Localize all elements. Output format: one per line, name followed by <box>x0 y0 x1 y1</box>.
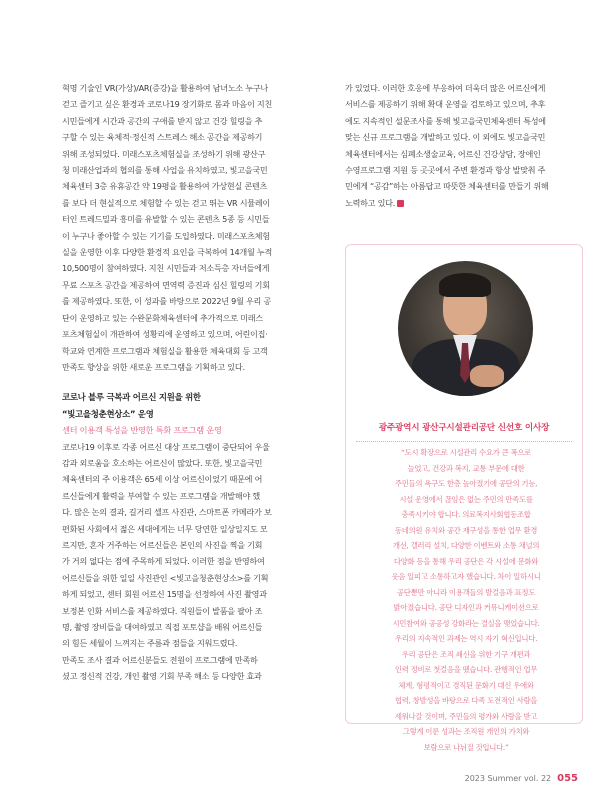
section-subheading: 센터 이용객 특성을 반영한 특화 프로그램 운영 <box>62 425 222 436</box>
quote-line: 다양화 등을 통해 우리 공단은 각 시설에 문화와 <box>393 556 539 566</box>
quote-line: “도시 확장으로 시설관리 수요가 큰 폭으로 <box>401 448 531 457</box>
text-line: 무료 스포츠 공간을 제공하여 면역력 증진과 심신 힐링의 기회 <box>62 279 270 290</box>
text-line: 다. 많은 논의 결과, 길거리 셀프 사진관, 스마트폰 카메라가 보 <box>62 507 272 518</box>
portrait-hair <box>439 273 491 297</box>
quote-line: 늘었고, 건강과 복지, 교통 부문에 대한 <box>407 463 525 473</box>
text-line: 청 미래산업과의 협의를 통해 사업을 유치하였고, 빛고을국민 <box>62 165 268 176</box>
right-column <box>345 80 581 211</box>
quote-text <box>372 445 560 755</box>
issue-label: 2023 Summer vol. 22 <box>464 774 552 783</box>
text-line: 맞는 신규 프로그램을 개발하고 있다. 이 외에도 빛고을국민 <box>345 132 546 143</box>
text-line: 10,500명이 참여하였다. 지친 시민들과 저소득층 자녀들에게 <box>62 263 270 274</box>
quote-line: 밝아졌습니다. 공단 디자인과 커뮤니케이션으로 <box>393 603 539 612</box>
text-line: 수영프로그램 지원 등 곳곳에서 주변 환경과 항상 발맞춰 주 <box>345 165 546 176</box>
quote-line: 그렇게 이룬 성과는 조직원 개인의 가치와 <box>402 727 530 736</box>
text-line: 명, 촬영 장비들을 대여하였고 직접 포토샵을 배워 어르신들 <box>62 622 263 632</box>
text-line: 를 보다 더 현실적으로 체험할 수 있는 걷고 뛰는 VR 시뮬레이 <box>62 197 270 208</box>
text-line: 걷고 즐기고 싶은 환경과 코로나19 장기화로 몸과 마음이 지친 <box>62 99 273 110</box>
quote-line: 인력 정비로 첫걸음을 뗐습니다. 관행적인 업무 <box>394 665 538 674</box>
quote-line: 동네의원 유치와 공간 재구성을 통한 업무 환경 <box>394 525 538 535</box>
quote-line: 주민들의 욕구도 한층 높아졌기에 공단의 기능, <box>394 479 538 488</box>
text-line: 포츠체험실이 개관하여 성황리에 운영하고 있으며, 어린이집· <box>62 329 268 340</box>
text-line: 실을 운영한 이후 다양한 환경적 요인을 극복하여 14개월 누적 <box>62 247 273 258</box>
page-footer <box>465 773 578 784</box>
text-line: 의 힘든 세월이 느껴지는 주름과 점들을 지워드렸다. <box>62 638 238 649</box>
quote-line: 공단뿐만 아니라 이용객들의 발걸음과 표정도 <box>396 587 536 597</box>
quote-line: 보람으로 나뉘질 것입니다.” <box>423 742 509 752</box>
quote-line: 시민참여와 공공성 강화라는 결실을 맺었습니다. <box>392 618 540 628</box>
text-line-end: 노력하고 있다. <box>345 197 396 208</box>
profile-name: 광주광역시 광산구시설관리공단 신선호 이사장 <box>378 423 550 433</box>
text-line: 보정본 인화 서비스를 제공하였다. 직원들이 발품을 팔아 조 <box>62 605 263 616</box>
section-heading-program: “빛고을청춘현상소” 운영 <box>62 408 154 419</box>
text-line: 를 제공하였다. 또한, 이 성과를 바탕으로 2022년 9월 우리 공 <box>62 296 271 307</box>
text-line: 위해 조성되었다. 미래스포츠체험실을 조성하기 위해 광산구 <box>62 148 266 159</box>
text-line: 르신들에게 활력을 부여할 수 있는 프로그램을 개발해야 했 <box>62 490 260 501</box>
text-line: 단이 운영하고 있는 수완문화체육센터에 추가적으로 미래스 <box>62 312 263 323</box>
text-line: 체육센터에서는 심폐소생술교육, 어르신 건강상담, 장애인 <box>345 148 541 159</box>
text-line: 어르신들을 위한 일일 사진관인 <빛고을청춘현상소>를 기획 <box>62 572 269 583</box>
profile-box <box>345 244 583 752</box>
text-line: 가 있었다. 이러한 호응에 부응하여 더욱더 많은 어르신에게 <box>345 83 546 93</box>
text-line: 체육센터 3층 유휴공간 약 19평을 활용하여 가상현실 콘텐츠 <box>62 181 268 192</box>
quote-line: 개선, 갤러리 설치, 다양한 이벤트와 소통 채널의 <box>392 541 540 550</box>
portrait-hand <box>470 365 504 387</box>
text-line: 시민들에게 시간과 공간의 구애를 받지 않고 건강 힐링을 추 <box>62 115 263 126</box>
portrait-photo <box>398 261 533 396</box>
quote-line: 우리의 지속적인 과제는 역시 자기 혁신입니다. <box>394 634 538 643</box>
left-column <box>62 80 294 685</box>
text-line: 감과 외로움을 호소하는 어르신이 많았다. 또한, 빛고을국민 <box>62 457 263 468</box>
text-line: 민에게 “공감”하는 아름답고 따뜻한 체육센터를 만들기 위해 <box>345 181 549 192</box>
text-line: 학교와 연계한 프로그램과 체험실을 활용한 체육대회 등 고객 <box>62 345 268 356</box>
text-line: 구할 수 있는 육체적·정신적 스트레스 해소 공간을 제공하기 <box>62 132 263 143</box>
quote-line: 시설 운영에서 끊임은 없는 주민의 만족도를 <box>399 494 533 504</box>
text-line: 편화된 사회에서 젊은 세대에게는 너무 당연한 일상일지도 모 <box>62 523 268 534</box>
text-line: 이 누구나 좋아할 수 있는 기기를 도입하였다. 미래스포츠체험 <box>62 230 270 241</box>
text-line: 서비스를 제공하기 위해 확대 운영을 검토하고 있으며, 추후 <box>345 99 546 110</box>
section-heading: 코로나 블루 극복과 어르신 지원을 위한 <box>62 392 201 403</box>
page-number: 055 <box>557 773 578 784</box>
text-line: 하게 되었고, 센터 회원 어르신 15명을 선정하여 사진 촬영과 <box>62 589 267 600</box>
text-line: 만족도 향상을 위한 새로운 프로그램을 기획하고 있다. <box>62 361 245 372</box>
quote-line: 충족시키야 합니다. 의료복지사회협동조합 <box>401 510 531 519</box>
quote-line: 세워나갈 것이며, 주민들의 평가와 사랑을 받고 <box>394 711 538 721</box>
quote-line: 협력, 창발성을 바탕으로 다족 도전적인 사람을 <box>394 696 538 705</box>
text-line: 체육센터의 주 이용객은 65세 이상 어르신이었기 때문에 어 <box>62 474 263 485</box>
text-line: 가 거의 없다는 점에 주목하게 되었다. 이러한 점을 반영하여 <box>62 556 265 567</box>
text-line: 혁명 기술인 VR(가상)/AR(증강)을 활용하여 남녀노소 누구나 <box>62 83 268 93</box>
text-line: 에도 지속적인 설문조사를 통해 빛고을국민체육센터 특성에 <box>345 115 546 126</box>
left-paragraph-1 <box>62 80 294 375</box>
profile-divider <box>356 441 572 442</box>
text-line <box>345 195 581 211</box>
quote-line: 웃음 일피고 소통하고자 했습니다. 차이 일하시니 <box>391 572 541 581</box>
text-line: 터인 트레드밀과 흥미를 유발할 수 있는 콘텐츠 5종 등 시민들 <box>62 214 270 225</box>
text-line: 만족도 조사 결과 어르신분들도 전원이 프로그램에 만족하 <box>62 654 258 665</box>
left-paragraph-2 <box>62 439 294 652</box>
quote-line: 우리 공단은 조직 쇄신을 위한 기구 개편과 <box>401 649 531 659</box>
text-line: 르지만, 혼자 거주하는 어르신들은 본인의 사진을 찍을 기회 <box>62 539 263 550</box>
left-paragraph-3 <box>62 652 294 685</box>
text-line: 코로나19 이후로 각종 어르신 대상 프로그램이 중단되어 우울 <box>62 441 270 452</box>
end-mark-icon <box>397 200 404 207</box>
quote-line: 체계, 형평적이고 경직된 문화기 대신 우애와 <box>398 680 534 690</box>
text-line: 셨고 정신적 건강, 개인 촬영 기회 부족 해소 등 다양한 효과 <box>62 671 262 682</box>
